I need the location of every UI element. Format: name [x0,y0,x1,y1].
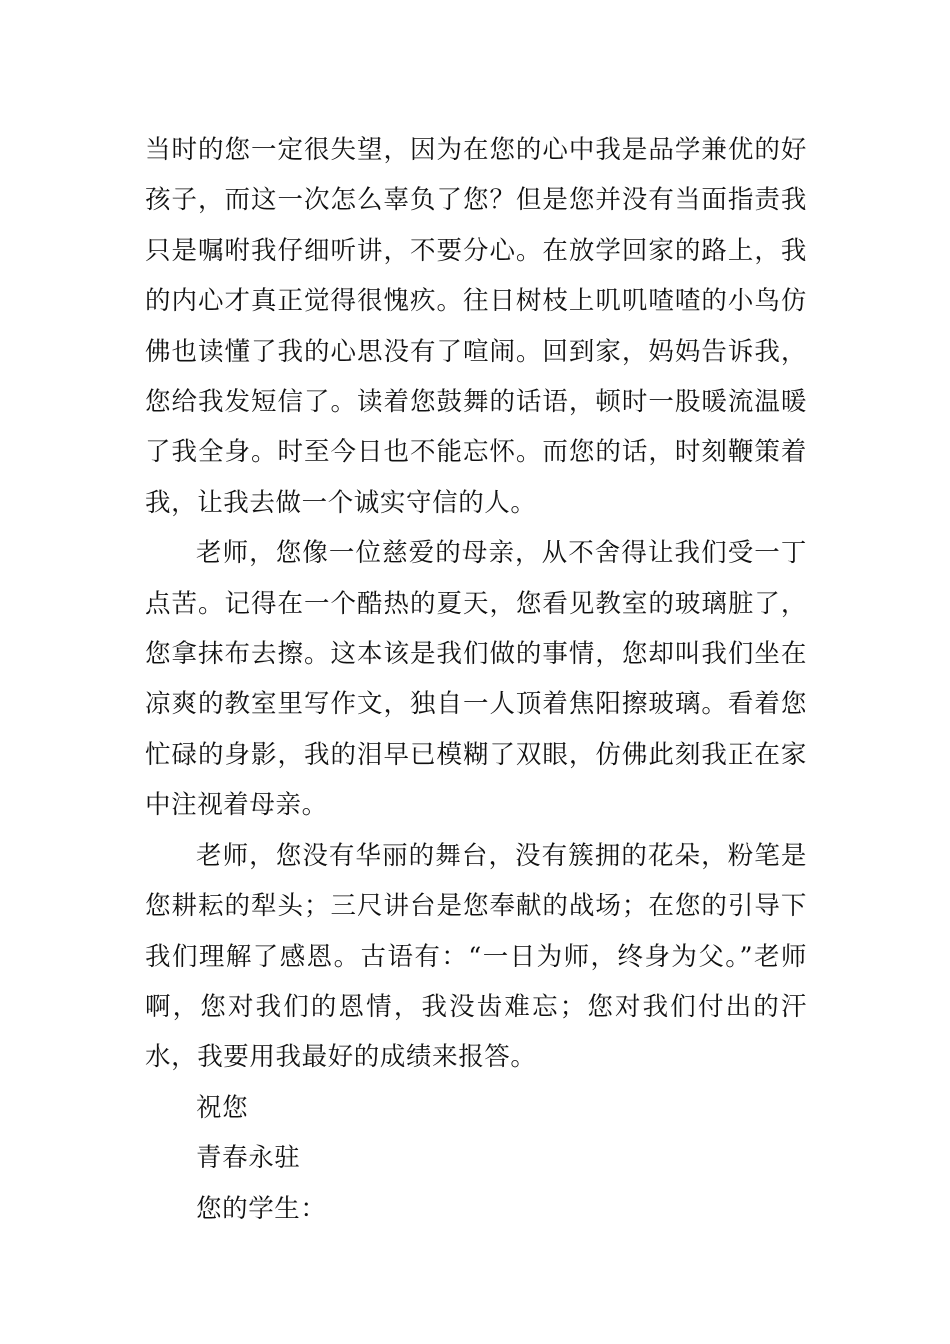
closing-blessing: 青春永驻 [196,1143,301,1174]
paragraph-1: 当时的您一定很失望，因为在您的心中我是品学兼优的好孩子，而这一次怎么辜负了您？但是您并没有当面指责我只是嘱咐我仔细听讲，不要分心。在放学回家的路上，我的内心才真正觉得很愧疚。往日树枝上叽叽喳喳的小鸟仿佛也读懂了我的心思没有了喧闹。回到家，妈妈告诉我，您给我发短信了。读着您鼓舞的话语，顿时一股暖流温暖了我全身。时至今日也不能忘怀。而您的话，时刻鞭策着我，让我去做一个诚实守信的人。 [145,135,807,518]
paragraph-2: 老师，您像一位慈爱的母亲，从不舍得让我们受一丁点苦。记得在一个酷热的夏天，您看见教室的玻璃脏了，您拿抹布去擦。这本该是我们做的事情，您却叫我们坐在凉爽的教室里写作文，独自一人顶着焦阳擦玻璃。看着您忙碌的身影，我的泪早已模糊了双眼，仿佛此刻我正在家中注视着母亲。 [145,538,807,821]
paragraph-3: 老师，您没有华丽的舞台，没有簇拥的花朵，粉笔是您耕耘的犁头；三尺讲台是您奉献的战场；在您的引导下我们理解了感恩。古语有：“一日为师，终身为父。”老师啊，您对我们的恩情，我没齿难忘；您对我们付出的汗水，我要用我最好的成绩来报答。 [145,840,807,1073]
letter-body [145,125,807,1234]
closing-signature: 您的学生： [196,1193,327,1224]
closing-wish: 祝您 [196,1092,249,1123]
